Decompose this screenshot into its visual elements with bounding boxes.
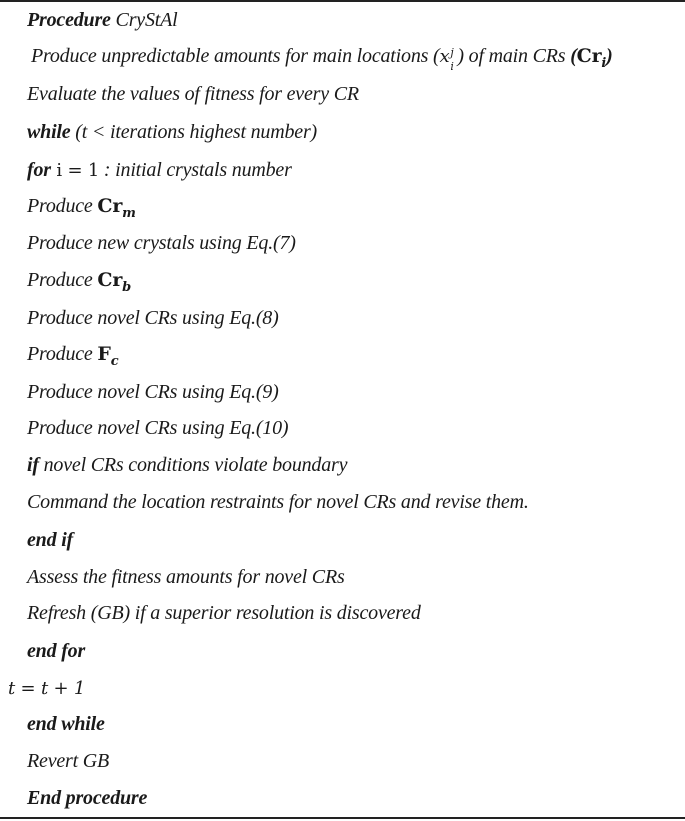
line-text: : initial crystals number <box>99 159 292 181</box>
algo-line-assess <box>27 565 345 589</box>
algo-line-refresh <box>27 601 421 625</box>
keyword-while: while <box>27 121 71 143</box>
math-t-increment: t = t + 1 <box>8 678 86 699</box>
algo-line-if <box>27 453 347 477</box>
keyword-end-while: end while <box>27 713 105 735</box>
algo-line-eq9 <box>27 380 279 404</box>
keyword-procedure: Procedure <box>27 9 111 31</box>
algo-line-end-procedure <box>27 786 147 810</box>
line-text: Command the location restraints for novel CRs and revise them. <box>27 491 529 513</box>
line-text: Produce <box>27 343 98 365</box>
algo-line-end-for <box>27 639 85 663</box>
math-sub-b: b <box>122 280 132 295</box>
algo-line-for <box>27 158 292 183</box>
keyword-for: for <box>27 159 51 181</box>
math-sub-m: m <box>122 206 136 221</box>
line-text: Produce novel CRs using Eq.(9) <box>27 381 279 403</box>
math-sub-i: i <box>450 60 454 74</box>
line-text: Produce new crystals using Eq.(7) <box>27 232 296 254</box>
line-text: Produce <box>27 195 98 217</box>
line-text: Produce unpredictable amounts for main locations ( <box>31 45 440 67</box>
line-text: Revert GB <box>27 750 110 772</box>
line-text-mid: ) of main CRs <box>457 45 571 67</box>
algo-line-eq8 <box>27 306 279 330</box>
math-f: F <box>97 343 111 365</box>
line-text: novel CRs conditions violate boundary <box>38 454 348 476</box>
algo-line-procedure <box>27 8 177 32</box>
keyword-end-for: end for <box>27 640 86 662</box>
algo-line-increment <box>8 676 85 701</box>
algo-line-new-crystals <box>27 231 296 255</box>
algo-line-produce-fc <box>27 342 118 369</box>
line-text: Assess the fitness amounts for novel CRs <box>27 566 345 588</box>
keyword-end-if: end if <box>27 529 74 551</box>
math-cr: Cr <box>97 195 123 217</box>
math-sub-i: i <box>601 56 607 71</box>
algo-line-produce-crm <box>27 194 136 221</box>
math-sup-j: j <box>450 46 454 60</box>
algo-line-eq10 <box>27 416 288 440</box>
math-cr: Cr <box>97 269 123 291</box>
math-sup-sub <box>449 45 457 74</box>
algo-line-end-while <box>27 712 105 736</box>
algo-line-command <box>27 490 529 514</box>
math-cr: Cr <box>576 45 602 67</box>
keyword-if: if <box>27 454 39 476</box>
line-text: Refresh (GB) if a superior resolution is discovered <box>27 602 421 624</box>
paren-open: ( <box>570 45 577 67</box>
algo-line-end-if <box>27 528 73 552</box>
keyword-end-procedure: End procedure <box>27 787 148 809</box>
line-text: Produce novel CRs using Eq.(10) <box>27 417 289 439</box>
algo-line-init-positions <box>31 44 613 74</box>
line-text: Produce <box>27 269 98 291</box>
paren-close: ) <box>606 45 613 67</box>
math-sub-c: c <box>110 354 119 369</box>
math-x: x <box>439 46 450 67</box>
algo-line-revert <box>27 749 109 773</box>
math-i-eq-1: i = 1 <box>50 160 100 181</box>
procedure-name: CryStAl <box>110 9 178 31</box>
algo-line-evaluate <box>27 82 359 106</box>
algo-line-produce-crb <box>27 268 131 295</box>
line-text: Produce novel CRs using Eq.(8) <box>27 307 279 329</box>
line-text: (t < iterations highest number) <box>70 121 317 143</box>
algo-line-while <box>27 120 317 144</box>
line-text: Evaluate the values of fitness for every CR <box>27 83 359 105</box>
